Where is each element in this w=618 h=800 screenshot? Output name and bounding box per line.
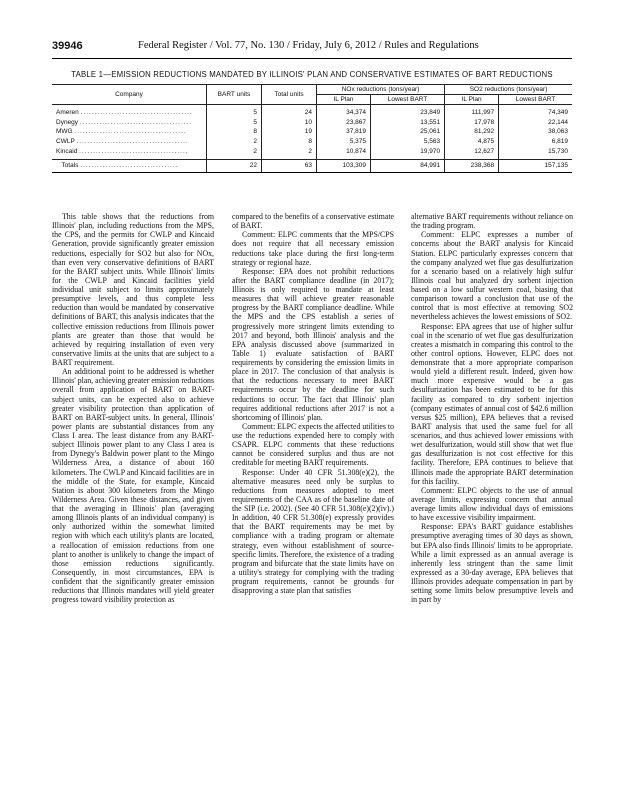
text-column-3 xyxy=(411,212,573,604)
so2-il-plan-header: IL Plan xyxy=(445,95,499,105)
paragraph: Response: EPA agrees that use of higher sulfur coal in the scenario of wet flue gas desulfurization creates a mismatch in comparing this control to the other control options. However, ELPC does not demonstrate that a more appropriate comparison would yield a different result. Indeed, given how much more expensive would be a gas desulfurization has been estimated to be for this facility as compared to dry sorbent injection (company estimates of annual cost of $42.6 million versus $25 million), EPA believes that a revised BART analysis that used the same fuel for all scenarios, and thus achieved lower emissions with wet desulfurization, would still show that wet flue gas desulfurization is not cost effective for this facility. Therefore, EPA continues to believe that Illinois made the appropriate BART determination for this facility. xyxy=(411,321,573,486)
text-column-1 xyxy=(52,212,214,604)
text-column-2 xyxy=(232,212,394,595)
total-nox-il-cell: 103,309 xyxy=(317,159,371,172)
so2-group-header: SO2 reductions (tons/year) xyxy=(445,85,572,95)
page-number: 39946 xyxy=(52,40,83,52)
paragraph: This table shows that the reductions from Illinois' plan, including reductions from the MPS, the CPS, and the permits for CWLP and Kincaid Generation, provide significantly greater emission reductions, especially for SO2 but also for NOx, than even very conservative definitions of BART for the BART subject units. While Illinois' limits for the CWLP and Kincaid facilities yield individual unit subject to limits approximately presumptive levels, and thus complete less reduction than would be mandated by conservative definitions of BART, this analysis indicates that the collective emission reductions from Illinois power plants are greater than those that would be achieved by requiring installation of even very conservative limits at the units that are subject to a BART requirement. xyxy=(52,212,214,367)
company-cell: Dynegy ........................................ xyxy=(52,118,207,128)
nox-bart-cell: 13,551 xyxy=(370,118,444,128)
so2-bart-cell: 22,144 xyxy=(499,118,572,128)
paragraph: alternative BART requirements without reliance on the trading program. xyxy=(411,212,573,231)
total-so2-bart-cell: 157,135 xyxy=(499,159,572,172)
nox-bart-cell: 23,849 xyxy=(370,105,444,118)
bart-units-cell: 8 xyxy=(207,127,262,137)
total-units-cell: 8 xyxy=(262,137,317,147)
bart-units-header: BART units xyxy=(207,85,262,105)
bart-units-cell: 2 xyxy=(207,146,262,159)
company-cell: MWG ........................................ xyxy=(52,127,207,137)
nox-il-cell: 5,375 xyxy=(317,137,371,147)
so2-lowest-bart-header: Lowest BART xyxy=(499,95,572,105)
paragraph: Comment: ELPC objects to the use of annual average limits, expressing concern that annual average limits allow individual days of emissions to have excessive visibility impairment. xyxy=(411,485,573,523)
total-units-cell: 10 xyxy=(262,118,317,128)
so2-bart-cell: 15,730 xyxy=(499,146,572,159)
bart-units-cell: 5 xyxy=(207,118,262,128)
nox-il-plan-header: IL Plan xyxy=(317,95,371,105)
so2-il-cell: 12,627 xyxy=(445,146,499,159)
total-so2-il-cell: 238,368 xyxy=(445,159,499,172)
paragraph: Comment: ELPC comments that the MPS/CPS does not require that all necessary emission reductions take place during the first long-term strategy or regional haze. xyxy=(232,230,394,267)
so2-bart-cell: 6,819 xyxy=(499,137,572,147)
paragraph: An additional point to be addressed is whether Illinois' plan, achieving greater emission reductions overall from application of BART on BART-subject units, can be expected also to achieve greater visibility protection than application of BART on BART-subject units. In general, Illinois' power plants are substantial distances from any Class I area. The least distance from any BART-subject Illinois power plant to any Class I area is from Dynegy's Baldwin power plant to the Mingo Wilderness Area, a distance of about 160 kilometers. The CWLP and Kincaid facilities are in the middle of the State, for example, Kincaid Station is about 300 kilometers from the Mingo Wilderness Area. Given these distances, and given that the averaging in Illinois' plan (averaging among Illinois plants of an individual company) is only authorized within the somewhat limited region with which each utility's plants are located, a reallocation of emission reductions from one plant to another is unlikely to change the impact of those emission reductions significantly. Consequently, in most circumstances, EPA is confident that the significantly greater emission reductions that Illinois mandates will yield greater progress toward visibility protection as xyxy=(52,367,214,605)
header-rule xyxy=(52,58,572,59)
emission-reductions-table xyxy=(52,84,572,173)
so2-il-cell: 4,875 xyxy=(445,137,499,147)
paragraph: Response: Under 40 CFR 51.308(e)(2), the alternative measures need only be surplus to reductions from measures adopted to meet requirements of the CAA as of the baseline date of the SIP (i.e. 2002). (See 40 CFR 51.308(e)(2)(iv).) In addition, 40 CFR 51.308(e) expressly provides that the BART requirements may be met by compliance with a trading program or alternate strategy, even without establishment of source-specific limits. Therefore, the existence of a trading program and bifurcate that the state limits have on a utility's strategy for complying with the trading program requirements, cannot be grounds for disapproving a state plan that satisfies xyxy=(232,467,394,596)
total-units-cell: 19 xyxy=(262,127,317,137)
table-row xyxy=(52,127,572,137)
running-head: Federal Register / Vol. 77, No. 130 / Friday, July 6, 2012 / Rules and Regulations xyxy=(138,40,479,51)
nox-lowest-bart-header: Lowest BART xyxy=(370,95,444,105)
nox-bart-cell: 19,970 xyxy=(370,146,444,159)
total-bart-units-cell: 22 xyxy=(207,159,262,172)
table-caption: TABLE 1—EMISSION REDUCTIONS MANDATED BY ILLINOIS' PLAN AND CONSERVATIVE ESTIMATES OF BART REDUCTIONS xyxy=(71,70,553,79)
bart-units-cell: 5 xyxy=(207,105,262,118)
so2-bart-cell: 38,063 xyxy=(499,127,572,137)
table-total-row xyxy=(52,159,572,172)
total-label-cell: Totals ................................... xyxy=(52,159,207,172)
paragraph: Response: EPA does not prohibit reductions after the BART compliance deadline (in 2017); Illinois is only required to mandate at least measures that will achieve greater reasonable progress by the BART compliance deadline. While the MPS and the CPS establish a series of progressively more stringent limits extending to 2017 and beyond, both Illinois' analysis and the EPA analysis discussed above (summarized in Table 1) evaluate satisfaction of BART requirements by considering the emission limits in place in 2017. The conclusion of that analysis is that the reductions necessary to meet BART requirements occur by the deadline for such reductions to occur. The fact that Illinois' plan requires additional reductions after 2017 is not a shortcoming of Illinois' plan. xyxy=(232,266,394,422)
nox-bart-cell: 5,563 xyxy=(370,137,444,147)
so2-bart-cell: 74,349 xyxy=(499,105,572,118)
company-cell: Kincaid ....................................... xyxy=(52,146,207,159)
total-units-cell: 24 xyxy=(262,105,317,118)
paragraph: Response: EPA's BART guidance establishes presumptive averaging times of 30 days as shown, but EPA also finds Illinois' limits to be appropriate. While a limit expressed as an annual average is inherently less stringent than the same limit expressed as a 30-day average, EPA believes that Illinois provides adequate compensation in part by setting some limits below presumptive levels and in part by xyxy=(411,522,573,605)
so2-il-cell: 81,292 xyxy=(445,127,499,137)
paragraph: compared to the benefits of a conservative estimate of BART. xyxy=(232,212,394,231)
total-units-header: Total units xyxy=(262,85,317,105)
total-units-cell: 63 xyxy=(262,159,317,172)
table-row xyxy=(52,118,572,128)
nox-il-cell: 37,819 xyxy=(317,127,371,137)
paragraph: Comment: ELPC expresses a number of concerns about the BART analysis for Kincaid Station. ELPC particularly expresses concern that the company analyzed wet flue gas desulfurization for a scenario based on a relatively high sulfur Illinois coal but analyzed dry sorbent injection based on a low sulfur western coal, biasing that comparison toward a conclusion that use of the control that is most effective at removing SO2 nevertheless achieves the lowest emissions of SO2. xyxy=(411,230,573,322)
company-cell: CWLP ........................................ xyxy=(52,137,207,147)
page-header xyxy=(52,40,572,54)
table-body xyxy=(52,105,572,173)
table-row xyxy=(52,105,572,118)
nox-il-cell: 34,374 xyxy=(317,105,371,118)
bart-units-cell: 2 xyxy=(207,137,262,147)
table-row xyxy=(52,137,572,147)
nox-il-cell: 23,867 xyxy=(317,118,371,128)
so2-il-cell: 111,997 xyxy=(445,105,499,118)
company-header: Company xyxy=(52,85,207,105)
nox-bart-cell: 25,061 xyxy=(370,127,444,137)
so2-il-cell: 17,978 xyxy=(445,118,499,128)
paragraph: Comment: ELPC expects the affected utilities to use the reductions expended here to comply with CSAPR. ELPC comments that these reductions cannot be considered surplus and thus are not creditable for meeting BART requirements. xyxy=(232,421,394,468)
table-row xyxy=(52,146,572,159)
total-units-cell: 2 xyxy=(262,146,317,159)
nox-group-header: NOx reductions (tons/year) xyxy=(317,85,445,95)
nox-il-cell: 10,874 xyxy=(317,146,371,159)
company-cell: Ameren ........................................ xyxy=(52,105,207,118)
total-nox-bart-cell: 84,991 xyxy=(370,159,444,172)
